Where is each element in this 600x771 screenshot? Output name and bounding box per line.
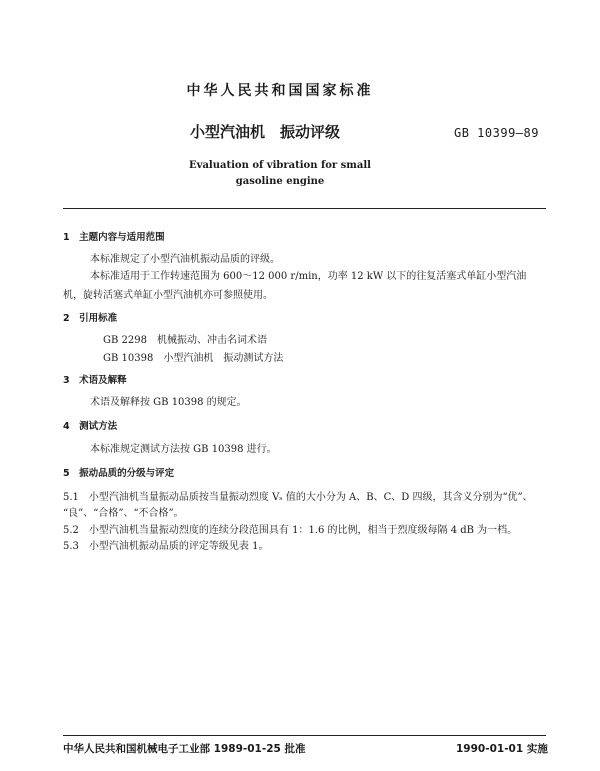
clause-5-1-line-1: 5.1 小型汽油机当量振动品质按当量振动烈度 Vₛ 值的大小分为 A、B、C、D 四级，其含义分别为“优”、 <box>63 492 533 503</box>
standard-title: 小型汽油机 振动评级 <box>190 123 341 141</box>
section-4-heading: 4 测试方法 <box>63 421 118 432</box>
section-1-paragraph-1: 本标准规定了小型汽油机振动品质的评级。 <box>90 254 280 265</box>
footer-divider <box>63 735 546 736</box>
standard-number: GB 10399—89 <box>454 126 539 140</box>
section-4-paragraph: 本标准规定测试方法按 GB 10398 进行。 <box>90 444 277 455</box>
header-divider <box>63 208 546 209</box>
section-2-reference-2: GB 10398 小型汽油机 振动测试方法 <box>103 353 284 364</box>
section-3-heading: 3 术语及解释 <box>63 375 127 386</box>
clause-5-3: 5.3 小型汽油机振动品质的评定等级见表 1。 <box>63 541 269 552</box>
section-2-heading: 2 引用标准 <box>63 313 118 324</box>
approval-line: 中华人民共和国机械电子工业部 1989-01-25 批准 <box>63 743 306 755</box>
english-title-line-2: gasoline engine <box>235 176 325 187</box>
section-5-heading: 5 振动品质的分级与评定 <box>63 468 175 479</box>
section-1-paragraph-2-line-1: 本标准适用于工作转速范围为 600～12 000 r/min，功率 12 kW 以下的往复活塞式单缸小型汽油 <box>90 271 527 282</box>
section-2-reference-1: GB 2298 机械振动、冲击名词术语 <box>103 335 267 346</box>
clause-5-1-line-2: “良”、“合格”、“不合格”。 <box>63 508 184 519</box>
english-title-line-1: Evaluation of vibration for small <box>189 160 371 171</box>
section-1-paragraph-2-line-2: 机，旋转活塞式单缸小型汽油机亦可参照使用。 <box>63 290 273 301</box>
clause-5-2: 5.2 小型汽油机当量振动烈度的连续分段范围具有 1：1.6 的比例，相当于烈度级每隔 4 dB 为一档。 <box>63 525 518 536</box>
section-3-paragraph: 术语及解释按 GB 10398 的规定。 <box>90 397 247 408</box>
section-1-heading: 1 主题内容与适用范围 <box>63 232 165 243</box>
standard-organization-title: 中华人民共和国国家标准 <box>186 83 374 99</box>
effective-date-line: 1990-01-01 实施 <box>456 743 548 755</box>
